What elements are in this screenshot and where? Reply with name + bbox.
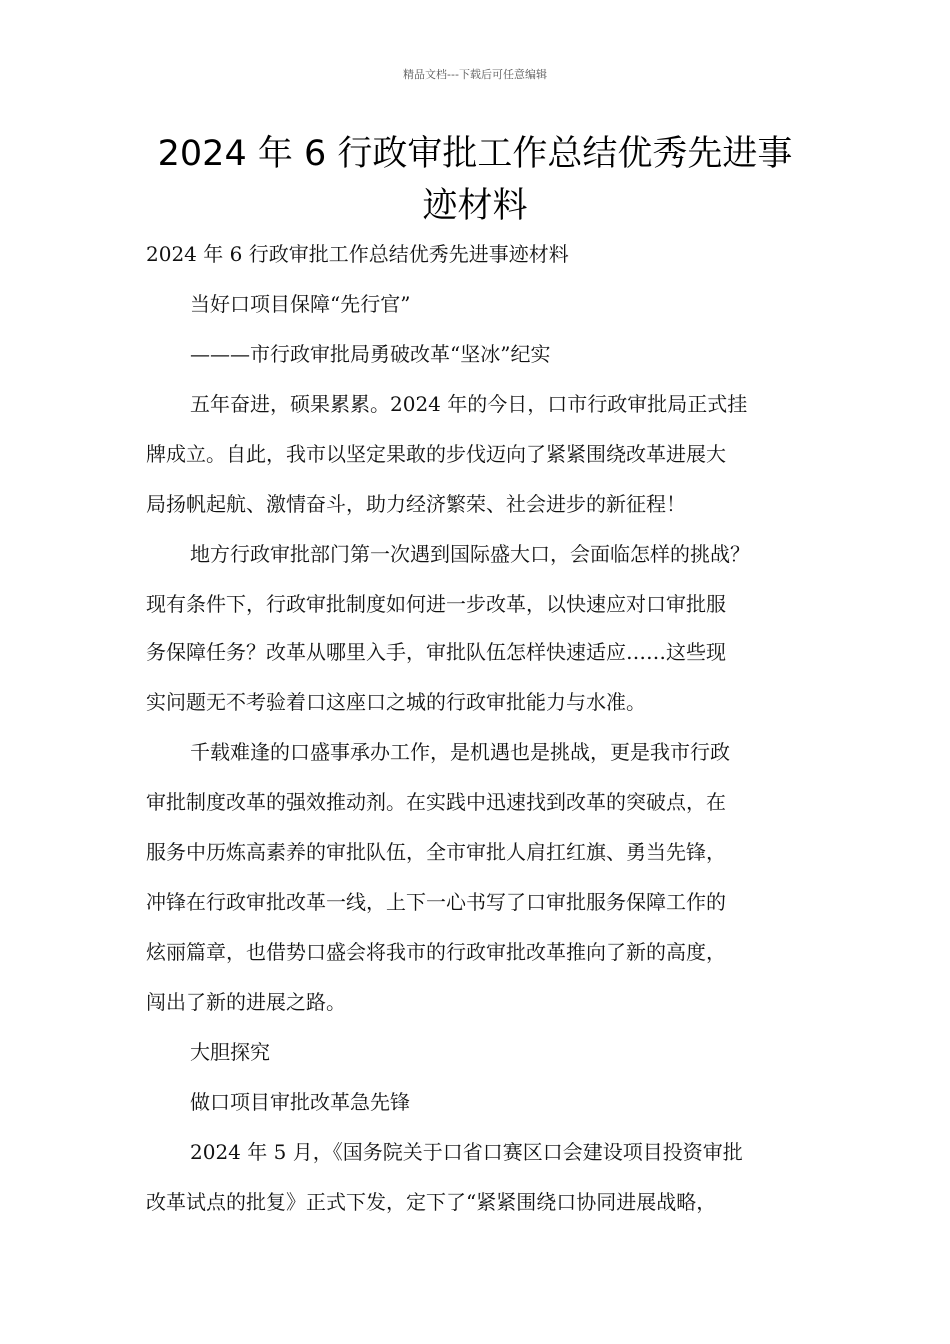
body-line: 实问题无不考验着口这座口之城的行政审批能力与水准。 [146, 690, 646, 714]
body-line: 冲锋在行政审批改革一线，上下一心书写了口审批服务保障工作的 [146, 890, 726, 914]
body-line: 2024 年 5 月，《国务院关于口省口赛区口会建设项目投资审批 [190, 1140, 743, 1164]
page-header: 精品文档---下载后可任意编辑 [403, 68, 547, 81]
body-line: 牌成立。自此，我市以坚定果敢的步伐迈向了紧紧围绕改革进展大 [146, 442, 726, 466]
title-line-2: 迹材料 [422, 186, 528, 226]
body-line: 五年奋进，硕果累累。2024 年的今日，口市行政审批局正式挂 [190, 392, 748, 416]
body-line: 改革试点的批复》正式下发，定下了“紧紧围绕口协同进展战略， [146, 1190, 717, 1214]
title-line-1: 2024 年 6 行政审批工作总结优秀先进事 [157, 134, 793, 174]
body-line: 当好口项目保障“先行官” [190, 292, 411, 316]
body-line: 千载难逢的口盛事承办工作，是机遇也是挑战，更是我市行政 [190, 740, 730, 764]
subtitle-line: 2024 年 6 行政审批工作总结优秀先进事迹材料 [146, 242, 569, 266]
document-title [120, 128, 830, 232]
body-line: 炫丽篇章，也借势口盛会将我市的行政审批改革推向了新的高度， [146, 940, 726, 964]
body-line: 地方行政审批部门第一次遇到国际盛大口，会面临怎样的挑战？ [190, 542, 750, 566]
body-line: 局扬帆起航、激情奋斗，助力经济繁荣、社会进步的新征程！ [146, 492, 686, 516]
body-line: 闯出了新的进展之路。 [146, 990, 346, 1014]
body-line: 现有条件下，行政审批制度如何进一步改革，以快速应对口审批服 [146, 592, 726, 616]
body-line: 服务中历炼高素养的审批队伍，全市审批人肩扛红旗、勇当先锋， [146, 840, 726, 864]
body-line: 审批制度改革的强效推动剂。在实践中迅速找到改革的突破点，在 [146, 790, 726, 814]
section-heading: 大胆探究 [190, 1040, 270, 1064]
body-line: ———市行政审批局勇破改革“坚冰”纪实 [190, 342, 551, 366]
body-line: 务保障任务？改革从哪里入手，审批队伍怎样快速适应……这些现 [146, 640, 726, 664]
section-subheading: 做口项目审批改革急先锋 [190, 1090, 410, 1114]
